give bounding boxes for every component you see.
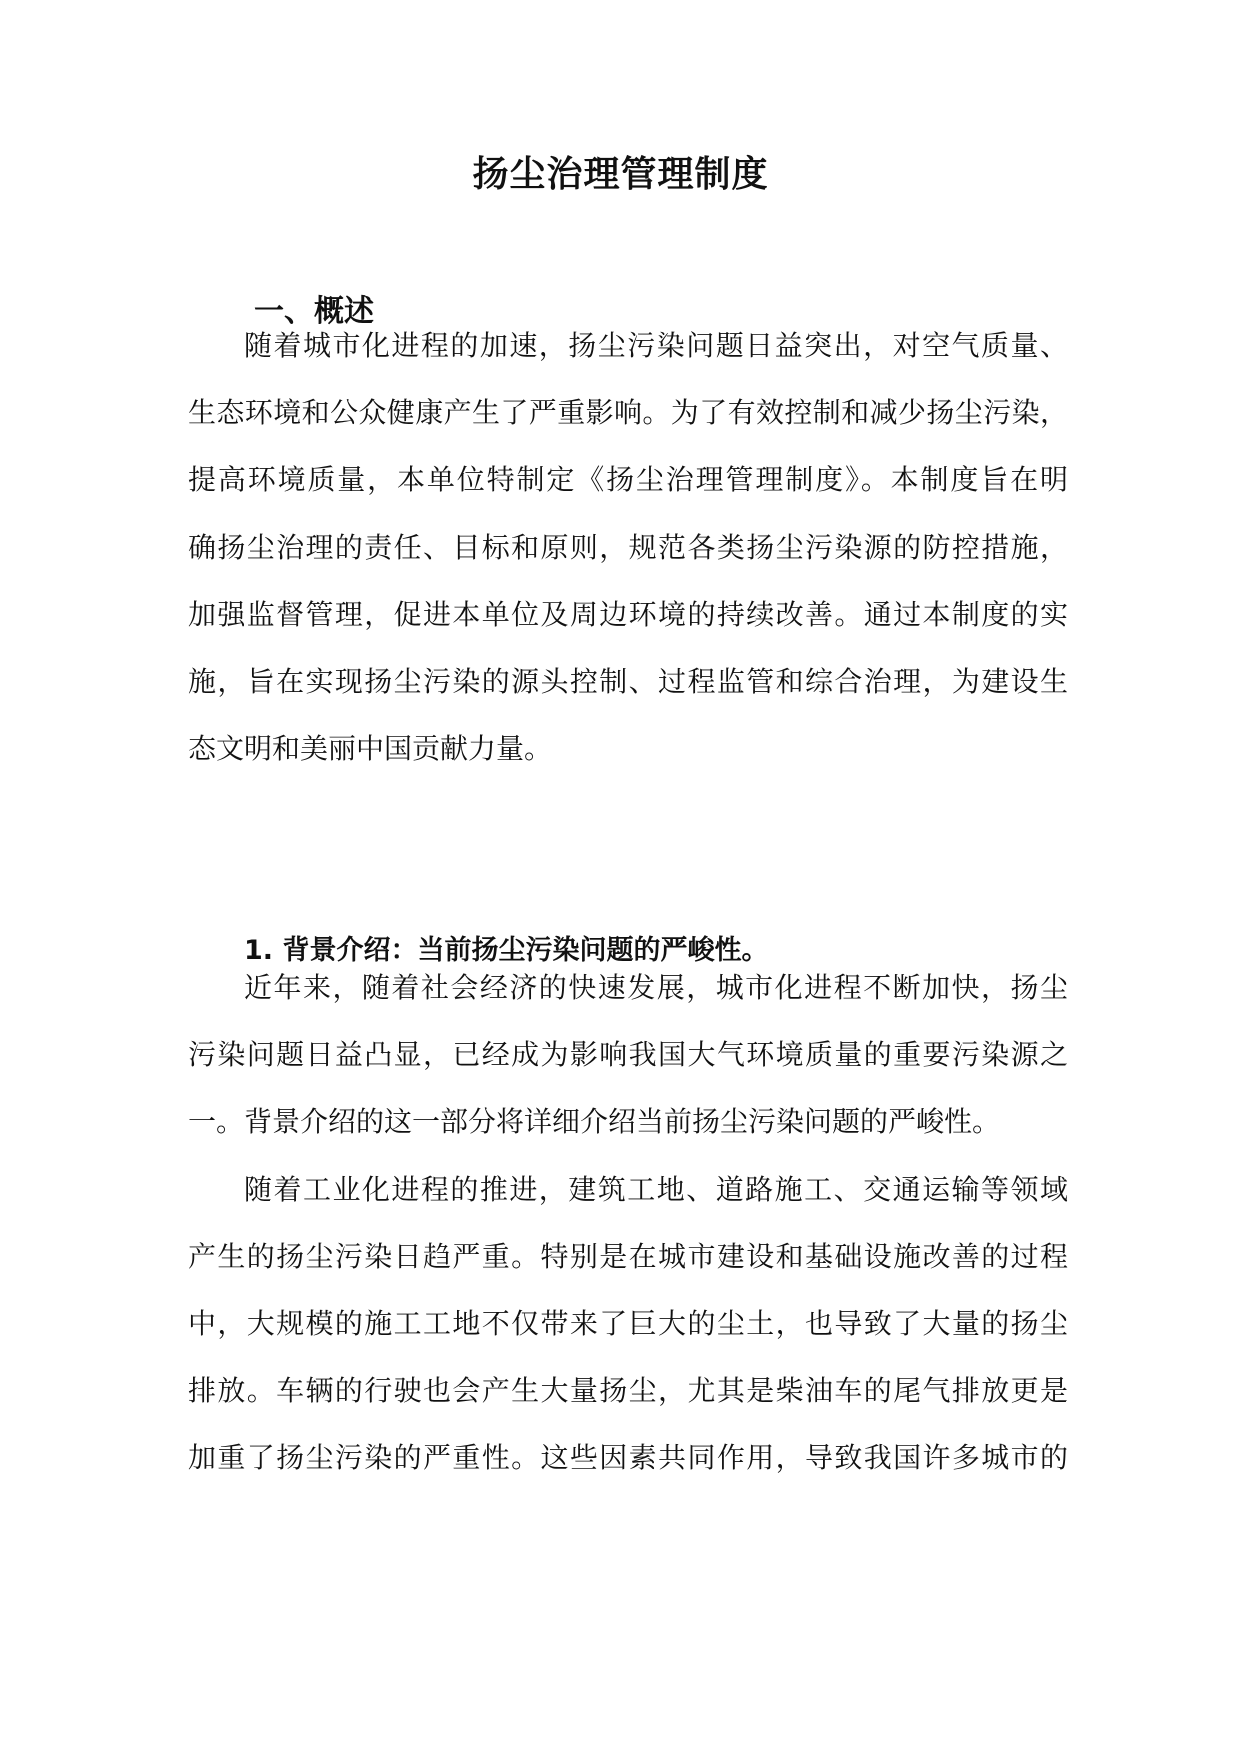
paragraph-line: 随着工业化进程的推进，建筑工地、道路施工、交通运输等领域	[244, 1173, 1068, 1206]
document-title: 扬尘治理管理制度	[472, 153, 769, 195]
paragraph-line: 近年来，随着社会经济的快速发展，城市化进程不断加快，扬尘	[244, 971, 1068, 1004]
paragraph-line: 加重了扬尘污染的严重性。这些因素共同作用，导致我国许多城市的	[188, 1441, 1068, 1474]
paragraph-line: 随着城市化进程的加速，扬尘污染问题日益突出，对空气质量、	[244, 329, 1068, 362]
paragraph-line: 施，旨在实现扬尘污染的源头控制、过程监管和综合治理，为建设生	[188, 665, 1068, 698]
paragraph-line: 排放。车辆的行驶也会产生大量扬尘，尤其是柴油车的尾气排放更是	[188, 1374, 1068, 1407]
subsection-heading-background: 1. 背景介绍：当前扬尘污染问题的严峻性。	[244, 935, 769, 966]
paragraph-line: 产生的扬尘污染日趋严重。特别是在城市建设和基础设施改善的过程	[188, 1240, 1068, 1273]
section-heading-overview: 一、概述	[254, 294, 374, 329]
paragraph-line: 加强监督管理，促进本单位及周边环境的持续改善。通过本制度的实	[188, 598, 1068, 631]
paragraph-line: 确扬尘治理的责任、目标和原则，规范各类扬尘污染源的防控措施，	[188, 531, 1068, 564]
paragraph-line: 提高环境质量，本单位特制定《扬尘治理管理制度》。本制度旨在明	[188, 463, 1068, 496]
paragraph-line: 中，大规模的施工工地不仅带来了巨大的尘土，也导致了大量的扬尘	[188, 1307, 1068, 1340]
paragraph-line: 态文明和美丽中国贡献力量。	[188, 732, 553, 765]
paragraph-line: 污染问题日益凸显，已经成为影响我国大气环境质量的重要污染源之	[188, 1038, 1068, 1071]
paragraph-line: 一。背景介绍的这一部分将详细介绍当前扬尘污染问题的严峻性。	[188, 1105, 1001, 1138]
paragraph-line: 生态环境和公众健康产生了严重影响。为了有效控制和减少扬尘污染，	[188, 396, 1068, 429]
